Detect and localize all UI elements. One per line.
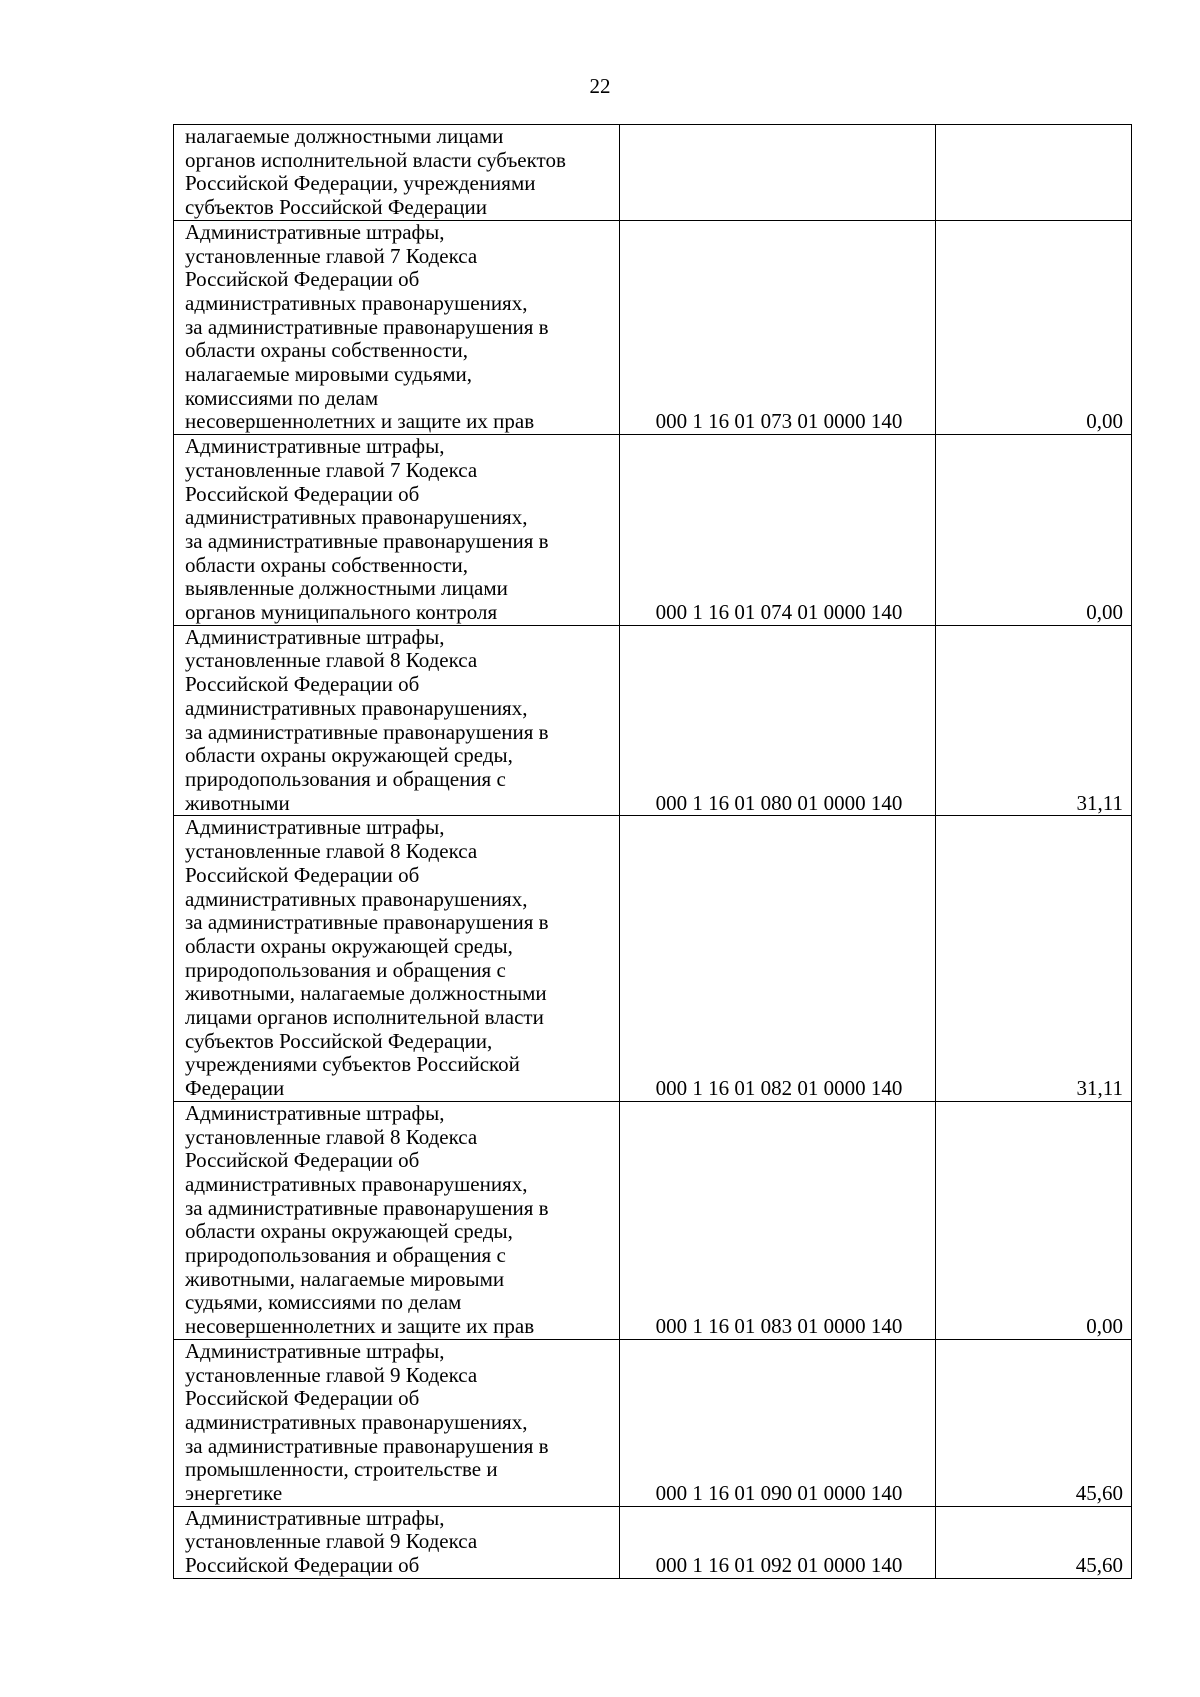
row-name-line: области охраны собственности, (185, 552, 468, 577)
row-name-line: учреждениями субъектов Российской (185, 1052, 520, 1077)
row-name-line: области охраны окружающей среды, (185, 743, 513, 768)
row-name-cell (174, 816, 620, 1101)
row-code-cell: 000 1 16 01 092 01 0000 140 (620, 1506, 936, 1578)
row-name-line: Административные штрафы, (185, 624, 445, 649)
row-name-line: субъектов Российской Федерации (185, 195, 488, 220)
row-name-line: административных правонарушениях, (185, 505, 528, 530)
row-name-line: комиссиями по делам (185, 385, 379, 410)
row-name-line: животными, налагаемые должностными (185, 981, 547, 1006)
row-name-line: налагаемые мировыми судьями, (185, 362, 473, 387)
row-name-line: за административные правонарушения в (185, 1433, 549, 1458)
table-body (174, 125, 1132, 1579)
row-name-line: Российской Федерации об (185, 1553, 420, 1578)
row-code-cell: 000 1 16 01 090 01 0000 140 (620, 1339, 936, 1506)
row-name-line: природопользования и обращения с (185, 1243, 506, 1268)
row-name-line: Административные штрафы, (185, 1505, 445, 1530)
row-value-cell: 45,60 (936, 1506, 1132, 1578)
row-name-line: Административные штрафы, (185, 434, 445, 459)
row-name-line: Федерации (185, 1076, 285, 1101)
row-name-line: природопользования и обращения с (185, 957, 506, 982)
row-name-line: за административные правонарушения в (185, 719, 549, 744)
table-row (174, 1506, 1132, 1578)
page-number: 22 (589, 74, 611, 98)
row-name-line: энергетике (185, 1481, 283, 1506)
row-name-line: Российской Федерации об (185, 481, 420, 506)
row-name-line: Административные штрафы, (185, 219, 445, 244)
row-name-line: несовершеннолетних и защите их прав (185, 409, 535, 434)
row-value-cell: 45,60 (936, 1339, 1132, 1506)
row-name-line: Административные штрафы, (185, 815, 445, 840)
row-name-line: судьями, комиссиями по делам (185, 1290, 462, 1315)
budget-table (173, 124, 1132, 1579)
row-name-line: Российской Федерации об (185, 672, 420, 697)
row-name-line: административных правонарушениях, (185, 886, 528, 911)
row-name-line: за административные правонарушения в (185, 528, 549, 553)
row-name-line: несовершеннолетних и защите их прав (185, 1314, 535, 1339)
row-name-line: установленные главой 7 Кодекса (185, 457, 478, 482)
row-name-line: Российской Федерации об (185, 1148, 420, 1173)
row-name-line: административных правонарушениях, (185, 695, 528, 720)
row-value-cell: 0,00 (936, 220, 1132, 434)
table-row (174, 125, 1132, 221)
row-name-line: области охраны окружающей среды, (185, 1219, 513, 1244)
row-name-line: субъектов Российской Федерации, (185, 1028, 493, 1053)
table-row (174, 816, 1132, 1101)
row-name-line: установленные главой 8 Кодекса (185, 1124, 478, 1149)
row-name-line: органов исполнительной власти субъектов (185, 147, 566, 172)
row-name-line: за административные правонарушения в (185, 314, 549, 339)
row-value-cell: 31,11 (936, 816, 1132, 1101)
table-row (174, 435, 1132, 626)
row-code-cell: 000 1 16 01 082 01 0000 140 (620, 816, 936, 1101)
row-name-line: за административные правонарушения в (185, 1195, 549, 1220)
row-code-cell (620, 125, 936, 221)
table-row (174, 1101, 1132, 1339)
row-name-line: выявленные должностными лицами (185, 576, 508, 601)
row-name-line: за административные правонарушения в (185, 910, 549, 935)
table-row (174, 1339, 1132, 1506)
row-name-cell (174, 125, 620, 221)
row-name-line: установленные главой 7 Кодекса (185, 243, 478, 268)
row-name-line: животными, налагаемые мировыми (185, 1266, 505, 1291)
row-value-cell (936, 125, 1132, 221)
row-code-cell: 000 1 16 01 083 01 0000 140 (620, 1101, 936, 1339)
row-name-line: органов муниципального контроля (185, 600, 498, 625)
row-name-line: установленные главой 9 Кодекса (185, 1362, 478, 1387)
row-name-line: установленные главой 8 Кодекса (185, 839, 478, 864)
row-name-cell (174, 1506, 620, 1578)
row-name-line: области охраны окружающей среды, (185, 933, 513, 958)
row-name-line: установленные главой 9 Кодекса (185, 1529, 478, 1554)
row-code-cell: 000 1 16 01 080 01 0000 140 (620, 625, 936, 816)
row-name-cell (174, 1101, 620, 1339)
row-name-line: административных правонарушениях, (185, 1409, 528, 1434)
table-row (174, 625, 1132, 816)
row-name-line: области охраны собственности, (185, 338, 468, 363)
row-name-cell (174, 220, 620, 434)
row-name-line: установленные главой 8 Кодекса (185, 648, 478, 673)
row-name-line: природопользования и обращения с (185, 766, 506, 791)
row-name-line: Российской Федерации об (185, 267, 420, 292)
row-name-cell (174, 1339, 620, 1506)
row-name-line: Административные штрафы, (185, 1338, 445, 1363)
row-value-cell: 0,00 (936, 1101, 1132, 1339)
row-name-line: Российской Федерации, учреждениями (185, 171, 536, 196)
row-value-cell: 0,00 (936, 435, 1132, 626)
row-name-line: лицами органов исполнительной власти (185, 1005, 544, 1030)
row-name-line: налагаемые должностными лицами (185, 124, 504, 148)
row-name-line: Российской Федерации об (185, 1386, 420, 1411)
row-name-line: животными (185, 790, 290, 815)
row-name-line: Российской Федерации об (185, 862, 420, 887)
row-name-cell (174, 625, 620, 816)
row-name-line: административных правонарушениях, (185, 290, 528, 315)
row-name-cell (174, 435, 620, 626)
row-code-cell: 000 1 16 01 074 01 0000 140 (620, 435, 936, 626)
row-name-line: промышленности, строительстве и (185, 1457, 498, 1482)
row-name-line: Административные штрафы, (185, 1100, 445, 1125)
row-code-cell: 000 1 16 01 073 01 0000 140 (620, 220, 936, 434)
row-name-line: административных правонарушениях, (185, 1171, 528, 1196)
table-row (174, 220, 1132, 434)
row-value-cell: 31,11 (936, 625, 1132, 816)
